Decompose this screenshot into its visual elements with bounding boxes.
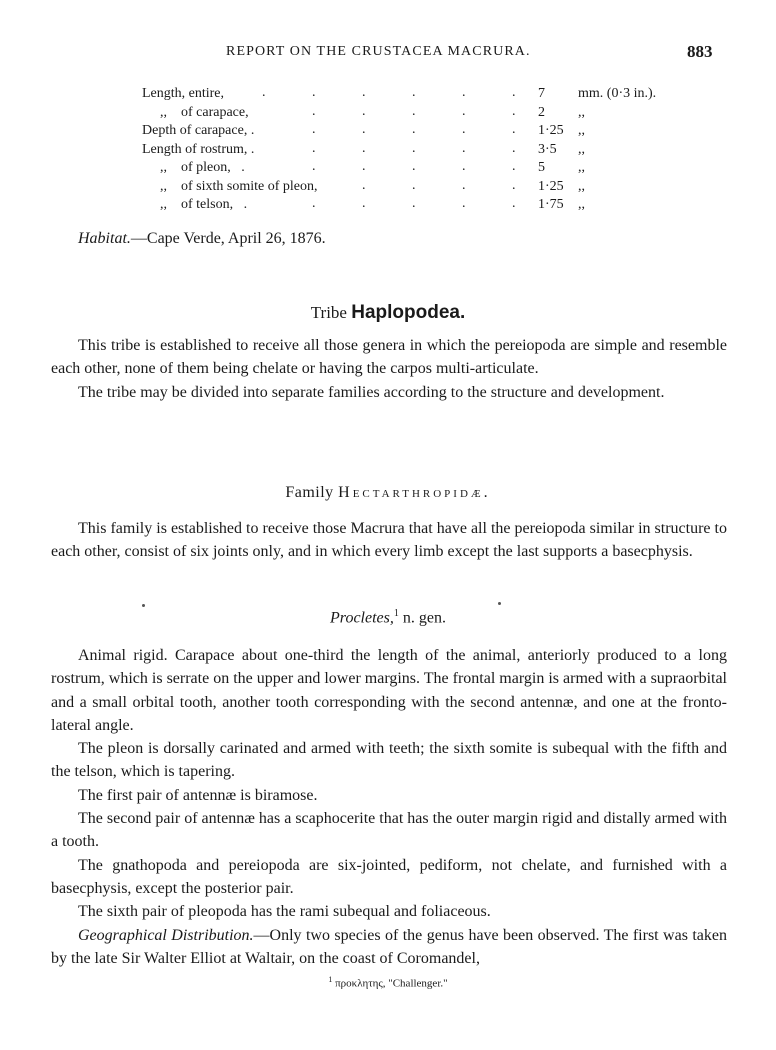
tribe-prefix: Tribe [310, 303, 352, 322]
tribe-name: Haplopodea. [351, 302, 466, 323]
family-description [51, 517, 727, 564]
measurement-label: ,, of sixth somite of pleon, [160, 178, 318, 194]
paragraph: Animal rigid. Carapace about one-third the length of the animal, anteriorly produced to a long rostrum, which is serrate on the upper and lower margins. The frontal margin is armed with a supraorbital and a small orbital tooth, another tooth corresponding with the second antennæ, and one at the fronto-lateral angle. [51, 647, 727, 734]
measurement-row: Length of rostrum, . . . . . . 3·5 ,, [142, 140, 585, 157]
paragraph: The first pair of antennæ is biramose. [78, 786, 318, 804]
family-prefix: Family [285, 484, 339, 501]
distribution-paragraph [51, 924, 727, 971]
measurement-unit: ,, [578, 141, 585, 157]
measurements-table [142, 86, 662, 216]
measurement-row: Length, entire, . . . . . . 7 mm. (0·3 in.). [142, 85, 657, 101]
measurement-value: 1·25 [538, 123, 564, 138]
paragraph: This tribe is established to receive all those genera in which the pereiopoda are simple and resemble each other, none of them being chelate or having the carpos multi-articulate. [51, 337, 727, 378]
footnote [0, 975, 776, 990]
measurement-unit: ,, [578, 197, 585, 212]
paragraph: The second pair of antennæ has a scaphocerite that has the outer margin rigid and distally armed with a tooth. [51, 810, 727, 851]
paragraph: The tribe may be divided into separate families according to the structure and development. [78, 383, 665, 401]
measurement-label: Depth of carapace, . [142, 123, 255, 138]
measurement-label: ,, of pleon, . [160, 160, 245, 175]
header-title: REPORT ON THE CRUSTACEA MACRURA. [226, 44, 531, 59]
measurement-unit: ,, [578, 104, 585, 120]
running-header [0, 44, 776, 66]
measurement-value: 7 [538, 86, 545, 101]
measurement-row: ,, of carapace, . . . . . 2 ,, [160, 103, 585, 120]
paragraph: The gnathopoda and pereiopoda are six-jointed, pediform, not chelate, and furnished with a basecphysis, except the posterior pair. [51, 856, 727, 897]
tribe-heading [0, 302, 776, 324]
measurement-value: 1·25 [538, 178, 564, 194]
genus-suffix: n. gen. [398, 609, 446, 627]
footnote-ref: 1 [393, 608, 399, 619]
measurement-label: Length, entire, [142, 86, 225, 101]
measurement-value: 2 [538, 104, 545, 120]
paragraph: This family is established to receive those Macrura that have all the pereiopoda similar in structure to each other, consist of six joints only, and in which every limb except the last supports a basecphysis. [51, 520, 727, 561]
genus-description [51, 644, 727, 970]
measurement-row: ,, of pleon, . . . . . . 5 ,, [160, 159, 585, 175]
print-speck [498, 602, 501, 605]
habitat-label: Habitat. [78, 230, 131, 247]
measurement-label: Length of rostrum, . [142, 141, 255, 157]
measurement-value: 5 [538, 160, 545, 175]
paragraph: The sixth pair of pleopoda has the rami subequal and foliaceous. [78, 903, 491, 921]
measurement-unit: mm. (0·3 in.). [578, 86, 657, 101]
distribution-label: Geographical Distribution. [78, 926, 254, 944]
page-number: 883 [687, 42, 713, 61]
print-speck [142, 604, 145, 607]
measurement-label: ,, of telson, . [160, 197, 248, 212]
footnote-text: προκλητης, "Challenger." [335, 977, 448, 990]
habitat-text: —Cape Verde, April 26, 1876. [130, 230, 326, 247]
measurement-unit: ,, [578, 160, 585, 175]
tribe-description [51, 334, 727, 404]
distribution-text: —Only two species of the genus have been observed. The first was taken by the late Sir Walter Elliot at Waltair, on the coast of Coromandel, [51, 926, 727, 967]
measurement-value: 3·5 [538, 141, 557, 157]
measurement-row: ,, of sixth somite of pleon, . . . . 1·25 ,, [160, 177, 585, 194]
genus-name: Procletes, [330, 609, 394, 627]
footnote-mark: 1 [328, 975, 333, 984]
measurement-row: Depth of carapace, . . . . . . 1·25 ,, [142, 122, 585, 138]
measurement-row: ,, of telson, . . . . . . 1·75 ,, [160, 196, 585, 212]
measurement-label: ,, of carapace, [160, 104, 249, 120]
measurement-unit: ,, [578, 123, 585, 138]
family-name: Hectarthropidæ. [338, 484, 491, 501]
habitat-line [78, 230, 326, 248]
measurement-unit: ,, [578, 178, 585, 194]
measurement-value: 1·75 [538, 197, 564, 212]
genus-heading [0, 608, 776, 627]
family-heading [0, 484, 776, 502]
paragraph: The pleon is dorsally carinated and armed with teeth; the sixth somite is subequal with the fifth and the telson, which is tapering. [51, 740, 727, 781]
